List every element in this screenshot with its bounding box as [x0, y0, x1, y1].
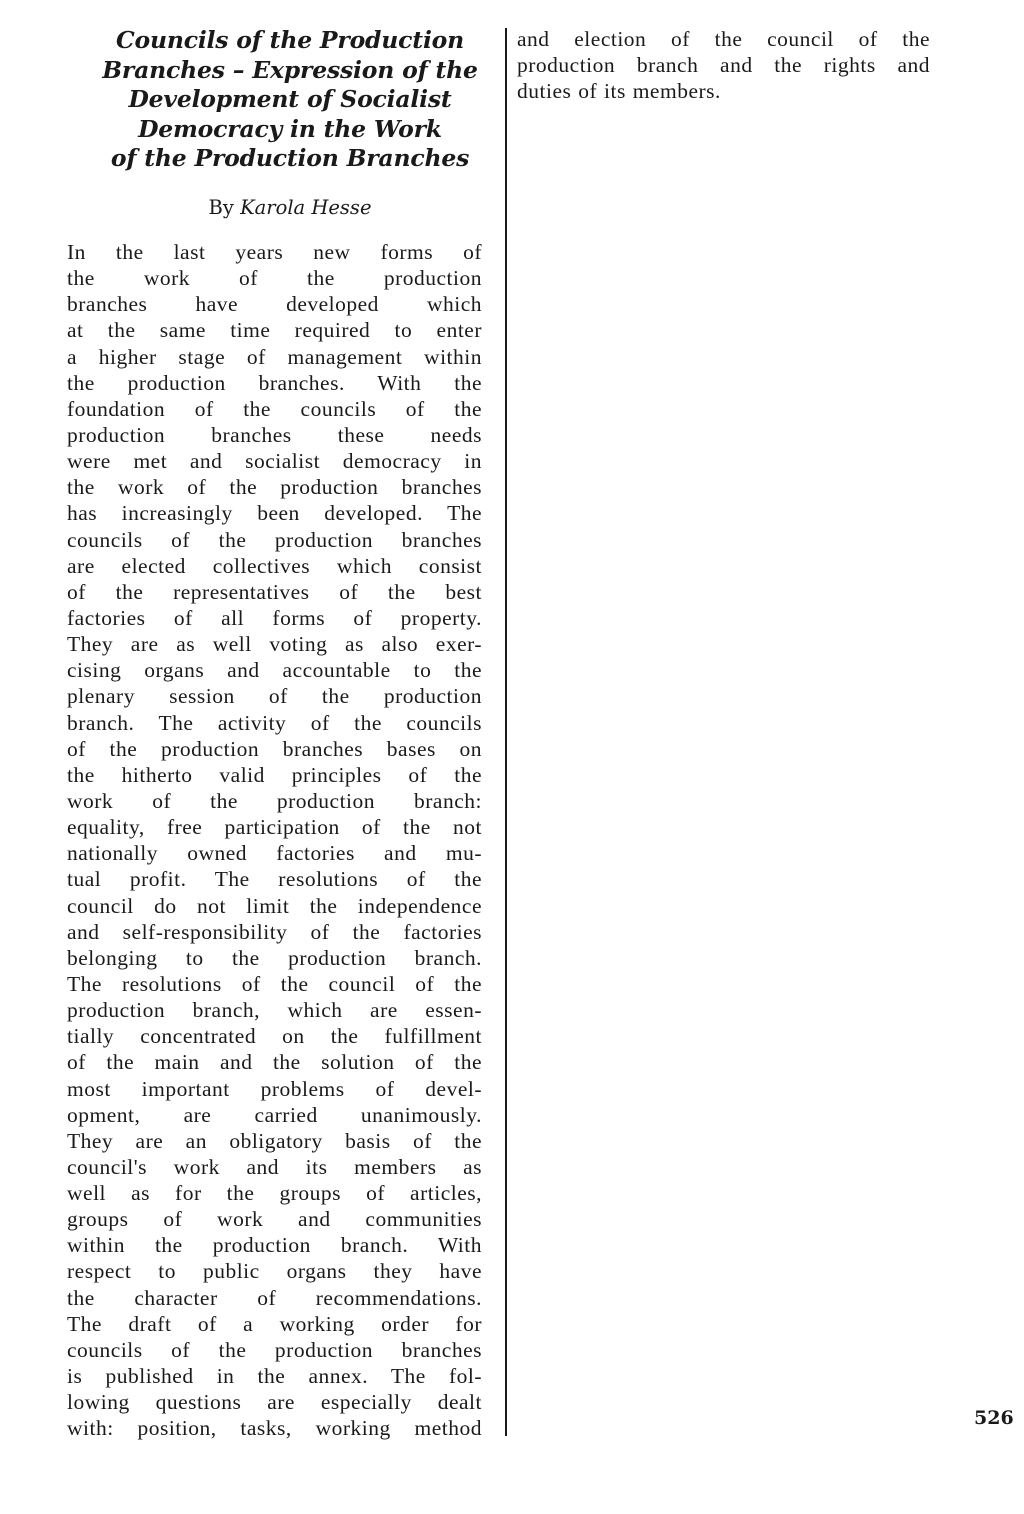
text-line: nationally owned factories and mu-: [67, 841, 482, 866]
title-line: of the Production Branches: [110, 144, 470, 172]
byline: [80, 196, 500, 220]
text-line: belonging to the production branch.: [67, 945, 482, 970]
left-column-body: [67, 239, 482, 1441]
text-line: In the last years new forms of: [67, 240, 482, 264]
text-line: councils of the production branches: [67, 527, 482, 552]
text-line: of the main and the solution of the: [67, 1050, 482, 1075]
text-line: equality, free participation of the not: [67, 815, 482, 840]
title-line: Councils of the Production: [115, 26, 465, 54]
text-line: at the same time required to enter: [67, 318, 482, 343]
text-line: work of the production branch:: [67, 788, 482, 813]
text-line: the work of the production branches: [67, 475, 482, 500]
text-line: the work of the production: [67, 266, 482, 291]
text-line: factories of all forms of property.: [67, 605, 482, 630]
page-number: 526: [974, 1407, 1014, 1429]
text-line: foundation of the councils of the: [67, 396, 482, 421]
text-line: the character of recommendations.: [67, 1285, 482, 1310]
text-line: The draft of a working order for: [67, 1311, 482, 1336]
text-line: councils of the production branches: [67, 1337, 482, 1362]
byline-prefix: By: [208, 196, 234, 219]
text-line: of the representatives of the best: [67, 579, 482, 604]
text-line: production branch and the rights and: [517, 53, 930, 78]
title-line: Democracy in the Work: [138, 114, 442, 143]
text-line: groups of work and communities: [67, 1207, 482, 1232]
author-name: Karola Hesse: [240, 196, 372, 219]
text-line: with: position, tasks, working method: [67, 1416, 482, 1441]
column-divider: [505, 28, 507, 1436]
text-line: of the production branches bases on: [67, 736, 482, 761]
text-line: is published in the annex. The fol-: [67, 1364, 482, 1389]
text-line: branches have developed which: [67, 292, 482, 317]
text-line: opment, are carried unanimously.: [67, 1102, 482, 1127]
title-line: Development of Socialist: [128, 85, 452, 113]
text-line: duties of its members.: [517, 79, 721, 104]
text-line: are elected collectives which consist: [67, 553, 482, 578]
text-line: production branches these needs: [67, 422, 482, 447]
text-line: tual profit. The resolutions of the: [67, 867, 482, 892]
text-line: and self-responsibility of the factories: [67, 919, 482, 944]
text-line: most important problems of devel-: [67, 1076, 482, 1101]
text-line: the hitherto valid principles of the: [67, 762, 482, 787]
text-line: well as for the groups of articles,: [67, 1181, 482, 1206]
text-line: They are as well voting as also exer-: [67, 632, 482, 657]
text-line: The resolutions of the council of the: [67, 971, 482, 996]
text-line: plenary session of the production: [67, 684, 482, 709]
text-line: respect to public organs they have: [67, 1259, 482, 1284]
text-line: has increasingly been developed. The: [67, 501, 482, 526]
text-line: tially concentrated on the fulfillment: [67, 1024, 482, 1049]
text-line: production branch, which are essen-: [67, 998, 482, 1023]
text-line: council do not limit the independence: [67, 893, 482, 918]
text-line: They are an obligatory basis of the: [67, 1128, 482, 1153]
text-line: within the production branch. With: [67, 1233, 482, 1258]
text-line: the production branches. With the: [67, 370, 482, 395]
text-line: were met and socialist democracy in: [67, 449, 482, 474]
text-line: lowing questions are especially dealt: [67, 1390, 482, 1415]
text-line: cising organs and accountable to the: [67, 658, 482, 683]
text-line: branch. The activity of the councils: [67, 710, 482, 735]
title-line: Branches – Expression of the: [102, 55, 478, 84]
text-line: and election of the council of the: [517, 27, 930, 51]
text-line: council's work and its members as: [67, 1154, 482, 1179]
text-line: a higher stage of management within: [67, 344, 482, 369]
right-column-body: [517, 26, 930, 104]
article-title: [80, 26, 500, 174]
